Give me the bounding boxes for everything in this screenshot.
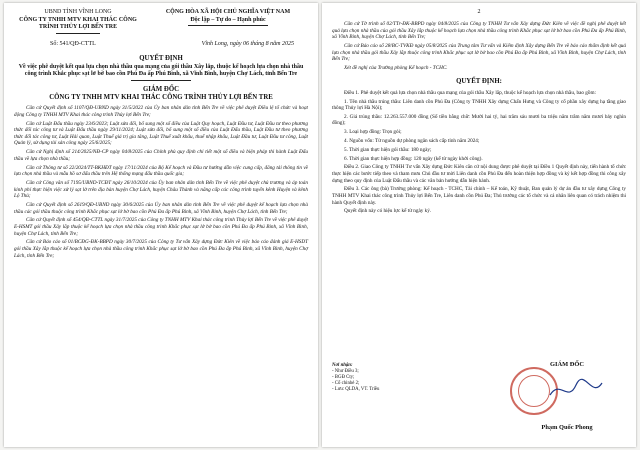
page-1: [4, 3, 318, 447]
recipient-item: - BGĐ Cty;: [332, 375, 355, 380]
place-date: Vĩnh Long, ngày 06 tháng 8 năm 2025: [201, 40, 294, 47]
award-item: 4. Nguồn vốn: Từ nguồn dự phòng ngân sách cấp tỉnh năm 2024;: [344, 138, 480, 145]
article-2: Điều 2. Giao Công ty TNHH Tư vấn Xây dựng Đức Kiên căn cứ nội dung được phê duyệt tại Điều 1 Quyết định này, tiến hành tổ chức thực hiện các bước tiếp theo và tham mưu Chủ đầu tư mời Liên danh cồn Phú Đa đến hoàn thiện hợp đồng và ký kết hợp đồng thi công xây dựng theo quy định của Luật Đấu thầu và các văn bản hướng dẫn hiện hành.: [332, 164, 626, 184]
page-number: 2: [477, 9, 481, 15]
recipient-item: - Lưu: QLDA, VT. Triều: [332, 387, 380, 392]
issuer-org: CÔNG TY TNHH MTV KHAI THÁC CÔNG TRÌNH THỦY LỢI BẾN TRE: [49, 94, 273, 102]
award-item: 2. Giá trúng thầu: 12.263.557.000 đồng (Số tiền bằng chữ: Mười hai tỷ, hai trăm sáu mươi ba triệu năm trăm năm mươi bảy nghìn đồng);: [332, 113, 626, 127]
handwritten-signature: [546, 375, 606, 405]
basis-item: Xét đề nghị của Trưởng phòng Kế hoạch - TCHC.: [344, 65, 448, 72]
issuer-block: [14, 9, 142, 35]
recipients-label: Nơi nhận:: [332, 363, 353, 368]
basis-item: Căn cứ Nghị định số 214/2025/NĐ-CP ngày 04/8/2025 của Chính phủ quy định chi tiết một số điều và biện pháp thi hành Luật Đấu thầu về lựa chọn nhà thầu;: [14, 149, 308, 162]
motto: Độc lập – Tự do – Hạnh phúc: [190, 16, 266, 23]
basis-item: Căn cứ Tờ trình số 02/TTr-ĐK-BBPD ngày 04/8/2025 của Công ty TNHH Tư vấn Xây dựng Đức Kiên về việc đề nghị phê duyệt kết quả lựa chọn nhà thầu của gói thầu Xây lắp thuộc kế hoạch lựa chọn nhà thầu công trình Khắc phục sạt lở bờ bao cồn Phú Đa ấp Phú Bình, xã Vĩnh Bình, huyện Chợ Lách, tỉnh Bến Tre;: [332, 21, 626, 41]
award-item: 5. Thời gian thực hiện gói thầu: 180 ngày;: [344, 146, 432, 153]
basis-item: Căn cứ Quyết định số 1107/QĐ-UBND ngày 31/5/2022 của Ủy ban nhân dân tỉnh Bến Tre về việc phê duyệt Điều lệ tổ chức và hoạt động Công ty TNHH MTV Khai thác công trình Thủy lợi Bến Tre;: [14, 105, 308, 118]
recipients-block: [332, 363, 379, 393]
basis-item: Căn cứ Báo cáo số 28/BC-TVKĐ ngày 05/8/2025 của Trung tâm Tư vấn và Kiểm định Xây dựng Bến Tre về báo cáo thẩm định kết quả lựa chọn nhà thầu gói thầu Xây lắp thuộc công trình Khắc phục sạt lở bờ bao cồn Phú Đa ấp Phú Bình, xã Vĩnh Bình, huyện Chợ Lách, tỉnh Bến Tre;: [332, 43, 626, 63]
divider: [188, 25, 268, 26]
recipient-item: - Cổ chinhẻ 2;: [332, 381, 360, 386]
article-3: Điều 3. Các ông (bà) Trưởng phòng: Kế hoạch - TCHC, Tài chính – Kế toán, Kỹ thuật, Ban quản lý dự án đầu tư xây dựng Công ty TNHH MTV Khai thác công trình Thủy lợi Bến Tre, Liên danh cồn Phú Đa; Thủ trưởng các tổ chức và cá nhân liên quan có trách nhiệm thi hành Quyết định này.: [332, 186, 626, 206]
national-header: [148, 9, 308, 35]
basis-item: Căn cứ Công văn số 7195/UBND-TCĐT ngày 26/10/2024 của Ủy ban nhân dân tỉnh Bến Tre về việc phê duyệt chủ trương và áp toán kinh phí thực hiện việc xử lý sạt lở trên địa bàn huyện Chợ Lách, huyện Châu Thành và năng cấp các công trình tuyến kênh Huyện và kênh Lộ Thủ;: [14, 180, 308, 200]
doc-number: Số: 541/QĐ-CTTL: [50, 40, 96, 47]
issuer-title: GIÁM ĐỐC: [142, 86, 180, 94]
doc-subject: Về việc phê duyệt kết quả lựa chọn nhà thầu qua mạng của gói thầu Xây lắp, thuộc kế hoạch lựa chọn nhà thầu công trình Khắc phục sạt lở bờ bao cồn Phú Đa ấp Phú Bình, xã Vĩnh Bình, huyện Chợ Lách, tỉnh Bến Tre: [18, 63, 304, 77]
basis-item: Căn cứ Quyết định số 2619/QĐ-UBND ngày 30/6/2025 của Ủy ban nhân dân tỉnh Bến Tre về việc phê duyệt kế hoạch lựa chọn nhà thầu các gói thầu thuộc công trình Khắc phục sạt lở bờ bao cồn Phú Đa ấp Phú Bình, xã Vĩnh Bình, huyện Chợ Lách, tỉnh Bến Tre;: [14, 201, 308, 215]
basis-item: Căn cứ Báo cáo số 01/BCĐG-ĐK-BBPD ngày 30/7/2025 của Công ty Tư vấn Xây dựng Đức Kiên về việc báo cáo đánh giá E-HSDT gói thầu Xây lắp thuộc kế hoạch lựa chọn nhà thầu công trình Khắc phục sạt lở bờ bao cồn Phú Đa ấp Phú Bình, xã Vĩnh Bình, huyện Chợ Lách, tỉnh Bến Tre;: [14, 239, 308, 259]
recipient-item: - Như Điều 3;: [332, 369, 359, 374]
doc-type: QUYẾT ĐỊNH: [139, 54, 183, 62]
effect-clause: Quyết định này có hiệu lực kể từ ngày ký.: [344, 208, 432, 215]
page-2: [322, 3, 636, 447]
document-header: [14, 9, 308, 35]
award-item: 3. Loại hợp đồng: Trọn gói;: [344, 129, 402, 136]
basis-item: Căn cứ Quyết định số 454/QĐ-CTTL ngày 31/7/2025 của Công ty TNHH MTV Khai thác công trình Thủy lợi Bến Tre về việc phê duyệt E-HSMT gói thầu Xây lắp thuộc kế hoạch lựa chọn nhà thầu công trình Khắc phục sạt lở bờ bao cồn Phú Đa ấp Phú Bình, xã Vĩnh Bình, huyện Chợ Lách, tỉnh Bến Tre;: [14, 217, 308, 237]
signature-block: [512, 361, 622, 431]
country-name: CỘNG HÒA XÃ HỘI CHỦ NGHĨA VIỆT NAM: [165, 9, 291, 15]
legal-bases: [14, 105, 308, 259]
divider: [131, 80, 191, 81]
org-parent: UBND TỈNH VĨNH LONG: [44, 9, 112, 15]
decide-heading: QUYẾT ĐỊNH:: [456, 77, 502, 85]
basis-item: Căn cứ Thông tư số 22/2024/TT-BKHĐT ngày 17/11/2024 của Bộ Kế hoạch và Đầu tư hướng dẫn việc cung cấp, đăng tải thông tin về lựa chọn nhà thầu và mẫu hồ sơ đấu thầu trên Hệ thống mạng đấu thầu quốc gia;: [14, 164, 308, 178]
award-item: 1. Tên nhà thầu trúng thầu: Liên danh cồn Phú Đa (Công ty TNHH Xây dựng Chấn Hưng và Công ty cổ phần xây dựng hạ tầng giao thông Thủy lợi Hà Nội);: [332, 98, 626, 112]
org-name: CÔNG TY TNHH MTV KHAI THÁC CÔNG TRÌNH THỦY LỢI BẾN TRE: [19, 16, 137, 30]
basis-item: Căn cứ Luật Đấu thầu ngày 23/6/2023; Luật sửa đổi, bổ sung một số điều của Luật Quy hoạch, Luật Đầu tư, Luật Đầu tư theo phương thức đối tác công tư và Luật Đấu thầu ngày 29/11/2024; Luật sửa đổi, bổ sung một số điều của Luật Đấu thầu, Luật Đầu tư theo phương thức đối tác công tư, Luật Hải quan, Luật Thuế giá trị gia tăng, Luật Thuế xuất khẩu, thuế nhập khẩu, Luật Đầu tư, Luật Đầu tư công, Luật Quản lý, sử dụng tài sản công ngày 25/6/2025;: [14, 120, 308, 147]
article-1: Điều 1. Phê duyệt kết quả lựa chọn nhà thầu qua mạng của gói thầu Xây lắp, thuộc kế hoạch lựa chọn nhà thầu, bao gồm:: [344, 89, 596, 96]
signer-title: GIÁM ĐỐC: [550, 361, 584, 368]
divider: [56, 33, 100, 34]
signer-name: Phạm Quốc Phong: [541, 424, 593, 431]
award-item: 6. Thời gian thực hiện hợp đồng: 120 ngày (kể từ ngày khởi công).: [344, 155, 483, 162]
number-date-row: [14, 41, 308, 47]
